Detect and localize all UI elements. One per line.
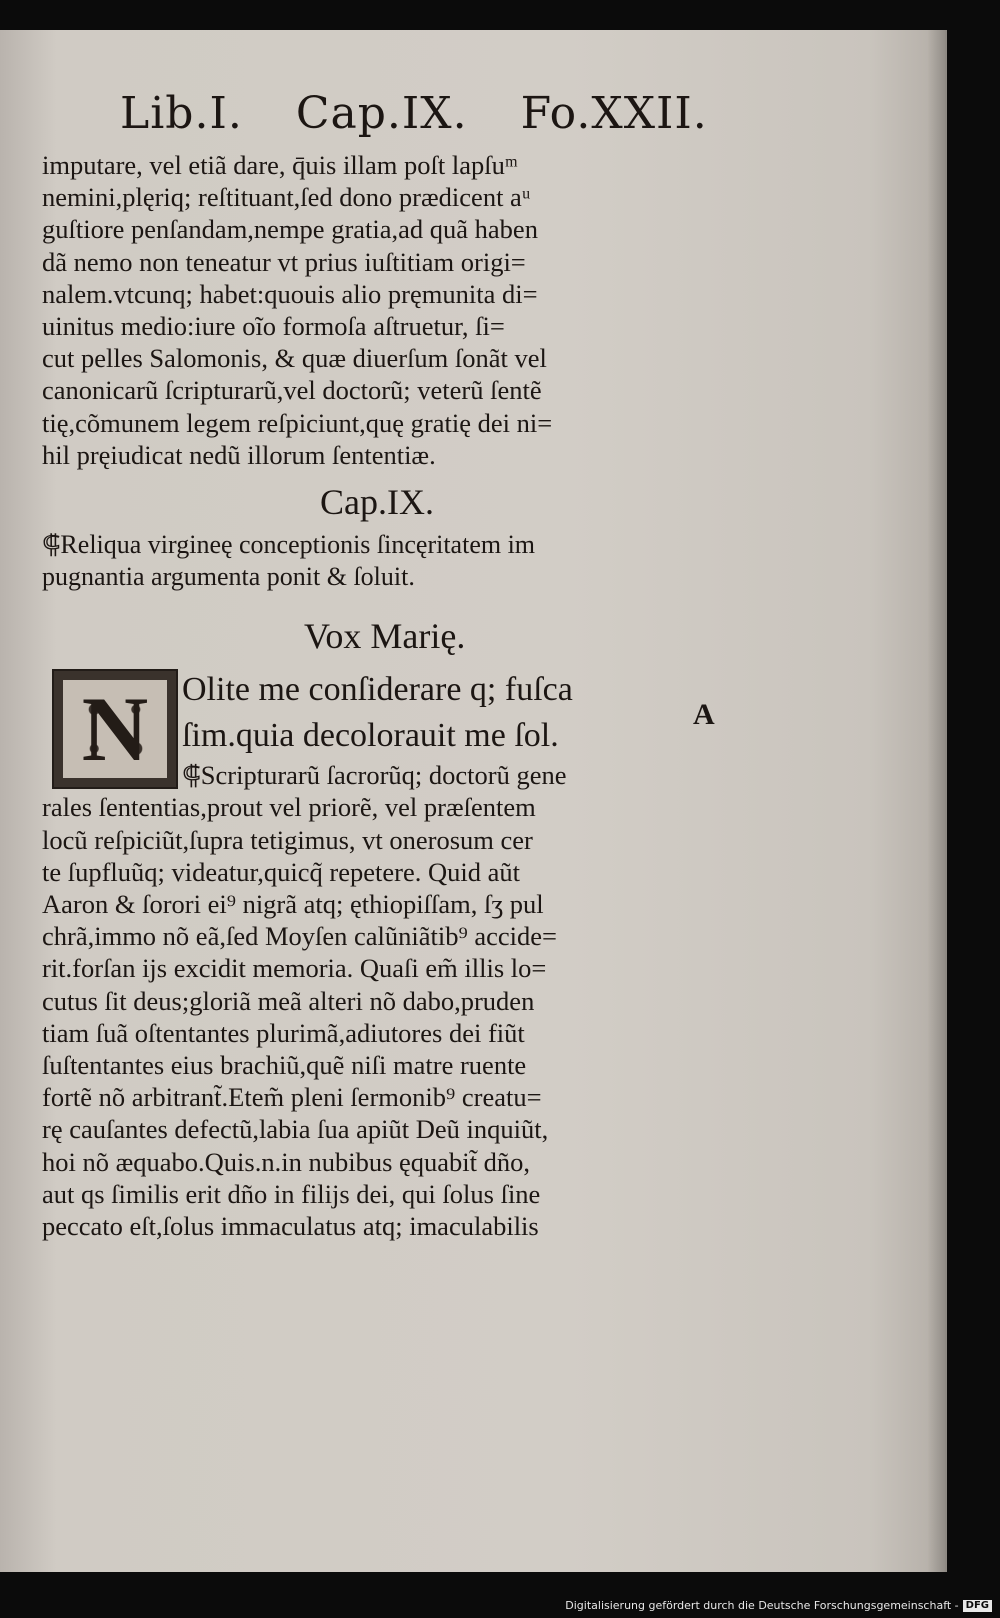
text-line: dã nemo non teneatur vt prius iuſtitiam origi= <box>42 246 526 277</box>
text-line: chrã,immo nõ eã,ſed Moyſen calũniãtib⁹ accide= <box>42 921 557 952</box>
initial-line: ⸿Scripturarũ ſacrorũq; doctorũ gene <box>182 760 567 791</box>
page-edge-shadow <box>927 30 945 1572</box>
text-line: ſuſtentantes eius brachiũ,quẽ niſi matre ruente <box>42 1050 527 1081</box>
running-head <box>120 88 708 139</box>
section-title: Vox Marię. <box>304 616 466 657</box>
initial-paragraph <box>42 667 692 791</box>
text-line: rales ſententias,prout vel priorẽ, vel præſentem <box>42 792 536 823</box>
text-line: aut qs ſimilis erit dño in filijs dei, qui ſolus ſine <box>42 1178 541 1209</box>
text-line: tię,cõmunem legem reſpiciunt,quę gratię dei ni= <box>42 407 553 438</box>
chapter-heading: Cap.IX. <box>320 482 434 523</box>
main-text <box>42 791 692 1242</box>
running-head-cap: Cap.IX. <box>295 88 468 139</box>
text-line: rę cauſantes defectũ,labia ſua apiũt Deũ inquiũt, <box>42 1114 549 1145</box>
text-line: cut pelles Salomonis, & quæ diuerſum ſonãt vel <box>42 343 547 374</box>
text-line: nalem.vtcunq; habet:quouis alio pręmunita di= <box>42 278 538 309</box>
text-line: fortẽ nõ arbitrant̃.Etem̃ pleni ſermonib⁹ creatu= <box>42 1082 542 1113</box>
text-line: canonicarũ ſcripturarũ,vel doctorũ; veterũ ſentẽ <box>42 375 542 406</box>
text-line: Aaron & ſorori ei⁹ nigrã atq; ęthiopiſſam, ſʒ pul <box>42 889 544 920</box>
text-line: peccato eſt,ſolus immaculatus atq; imaculabilis <box>42 1211 539 1242</box>
text-line: hoi nõ æquabo.Quis.n.in nubibus ęquabit̃ dño, <box>42 1146 531 1177</box>
text-line: guſtiore penſandam,nempe gratia,ad quã haben <box>42 214 538 245</box>
text-line: uinitus medio:iure oĩo formoſa aſtruetur, ſi= <box>42 311 505 342</box>
initial-line: Olite me conſiderare q; fuſca <box>182 671 573 709</box>
text-block <box>42 88 708 1242</box>
text-line: nemini,plęriq; reſtituant,ſed dono prædicent aᵘ <box>42 182 531 213</box>
chapter-summary <box>42 529 692 593</box>
text-line: imputare, vel etiã dare, q̄uis illam poſt lapſuᵐ <box>42 150 518 180</box>
text-line: rit.forſan ijs excidit memoria. Quaſi em̃ illis lo= <box>42 953 547 984</box>
running-head-lib: Lib.I. <box>120 88 243 139</box>
footer-text: Digitalisierung gefördert durch die Deutsche Forschungsgemeinschaft - <box>565 1599 959 1612</box>
running-head-folio: Fo.XXII. <box>520 88 708 139</box>
initial-letter: N <box>63 680 167 778</box>
body-text <box>42 149 692 471</box>
text-line: cutus ſit deus;gloriã meã alteri nõ dabo,pruden <box>42 985 535 1016</box>
dfg-logo-icon: DFG <box>963 1600 992 1612</box>
book-page <box>0 30 947 1572</box>
initial-line: ſim.quia decolorauit me ſol. <box>182 717 559 755</box>
initial-lines <box>182 667 573 791</box>
text-line: hil pręiudicat nedũ illorum ſententiæ. <box>42 439 436 470</box>
text-line: tiam ſuã oſtentantes plurimã,adiutores dei fiũt <box>42 1017 525 1048</box>
summary-line: ⸿Reliqua virgineę conceptionis ſincęritatem im <box>42 530 536 560</box>
footer <box>565 1599 992 1612</box>
text-line: locũ reſpiciũt,ſupra tetigimus, vt onerosum cer <box>42 824 533 855</box>
decorated-initial <box>52 669 178 789</box>
margin-note: A <box>693 698 715 731</box>
text-line: te ſupfluũq; videatur,quicq̃ repetere. Quid aũt <box>42 856 520 887</box>
summary-line: pugnantia argumenta ponit & ſoluit. <box>42 562 415 592</box>
